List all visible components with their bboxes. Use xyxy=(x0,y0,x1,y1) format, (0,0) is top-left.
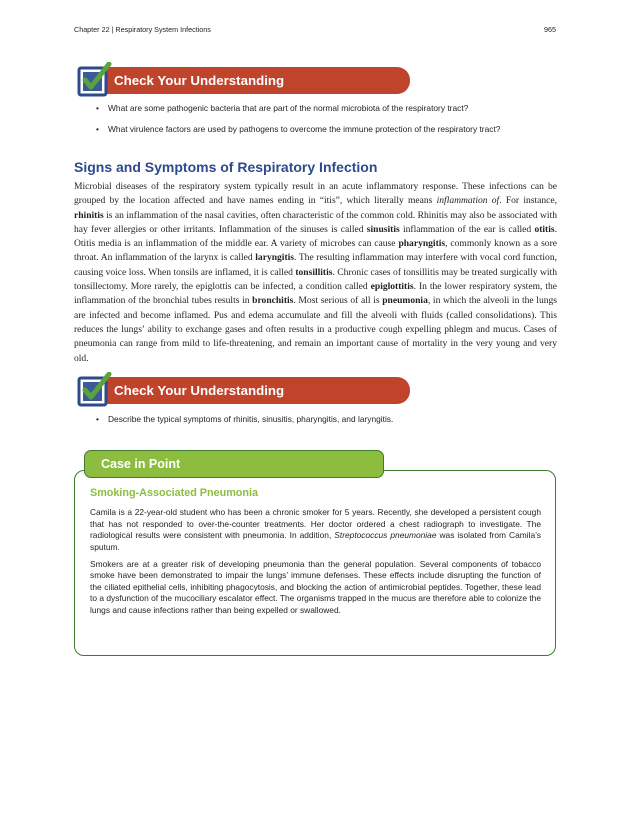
key-term: otitis xyxy=(534,223,555,235)
key-term: sinusitis xyxy=(366,223,400,235)
key-term: bronchitis xyxy=(252,295,294,307)
question-item: • What virulence factors are used by pathogens to overcome the immune protection of the respiratory tract? xyxy=(96,124,500,135)
text-run: , in which the alveoli in the lungs are infected and become inflamed. Pus and edema accumulate and fill the alveoli with fluids (called consolidations). This reduces the lungs’ ability to exchange gases and often results in a productive cough expelling phlegm and mucus. Cases of pneumonia can range from mild to life-threatening, and remain an important cause of mortality in the very young and very old. xyxy=(74,295,557,364)
key-term: pharyngitis xyxy=(398,238,446,250)
chapter-title: Chapter 22 | Respiratory System Infections xyxy=(74,25,211,34)
banner-title: Check Your Understanding xyxy=(114,73,285,88)
key-term: tonsillitis xyxy=(295,266,333,278)
text-run: is an inflammation of the nasal cavities, often characteristic of the common cold. Rhinitis may also be associated with hay fever allergies or other irritants. Inflammation of the sinuses is called xyxy=(74,209,557,235)
text-run: inflammation of the ear is called xyxy=(399,223,535,235)
page-number: 965 xyxy=(544,25,556,34)
key-term: pneumonia xyxy=(382,295,428,307)
checkbox-check-icon xyxy=(76,62,112,98)
text-run: . Otitis media is an inflammation of the middle ear. A variety of microbes can cause xyxy=(74,223,557,250)
text-run: . For instance, xyxy=(499,195,557,207)
running-head xyxy=(74,25,556,37)
banner-title: Check Your Understanding xyxy=(114,383,285,398)
text-run: . Most serious of all is xyxy=(293,295,383,307)
case-in-point-tab xyxy=(84,450,384,478)
text-run: Camila is a 22-year-old student who has been a chronic smoker for 5 years. Recently, she developed a persistent cough that has not responded to over-the-counter treatments. Her doctor ordered a chest radiograph to investigate. The radiological results were consistent with pneumonia. In addition, xyxy=(90,507,541,541)
case-paragraph-2: Smokers are at a greater risk of developing pneumonia than the general population. Several components of tobacco smoke have been demonstrated to impair the lungs’ immune defenses. These effects include disrupting the function of the ciliated epithelial cells, inhibiting phagocytosis, and blocking the action of antimicrobial peptides. Together, these lead to a dysfunction of the mucociliary escalator effect. The organisms trapped in the mucus are therefore able to colonize the lungs and cause infections rather than being expelled or swallowed. xyxy=(90,559,541,615)
emphasis-text: inflammation of xyxy=(436,195,500,207)
question-item: • What are some pathogenic bacteria that are part of the normal microbiota of the respiratory tract? xyxy=(96,103,500,114)
text-run: Microbial diseases of the respiratory system typically result in an acute inflammatory response. These infections can be grouped by the location affected and have names ending in “itis”, which literally means xyxy=(74,181,557,207)
emphasis-text: Streptococcus pneumoniae xyxy=(334,530,437,541)
text-run: . Chronic cases of tonsillitis may be treated surgically with tonsillectomy. More rarely, the epiglottis can be infected, a condition called xyxy=(74,266,557,293)
question-list-2 xyxy=(96,414,393,435)
case-title: Smoking-Associated Pneumonia xyxy=(90,487,258,499)
check-understanding-banner-1 xyxy=(76,62,412,98)
section-paragraph xyxy=(74,180,557,366)
text-run: . In the lower respiratory system, the inflammation of the bronchial tubes results in xyxy=(74,281,558,307)
key-term: epiglottitis xyxy=(370,281,414,293)
question-list-1 xyxy=(96,103,500,145)
text-run: was isolated from Camila’s sputum. xyxy=(90,530,541,552)
section-heading: Signs and Symptoms of Respiratory Infection xyxy=(74,159,378,175)
case-in-point-label: Case in Point xyxy=(101,457,181,471)
case-paragraph-1 xyxy=(90,507,541,553)
checkbox-check-icon xyxy=(76,372,112,408)
question-item: • Describe the typical symptoms of rhinitis, sinusitis, pharyngitis, and laryngitis. xyxy=(96,414,393,425)
key-term: laryngitis xyxy=(255,252,295,264)
key-term: rhinitis xyxy=(74,209,104,221)
text-run: . The resulting inflammation may interfere with vocal cord function, causing voice loss. When tonsils are inflamed, it is called xyxy=(74,252,557,278)
text-run: , commonly known as a sore throat. An inflammation of the larynx is called xyxy=(74,238,557,264)
case-in-point-content xyxy=(90,488,541,622)
check-understanding-banner-2 xyxy=(76,372,412,408)
